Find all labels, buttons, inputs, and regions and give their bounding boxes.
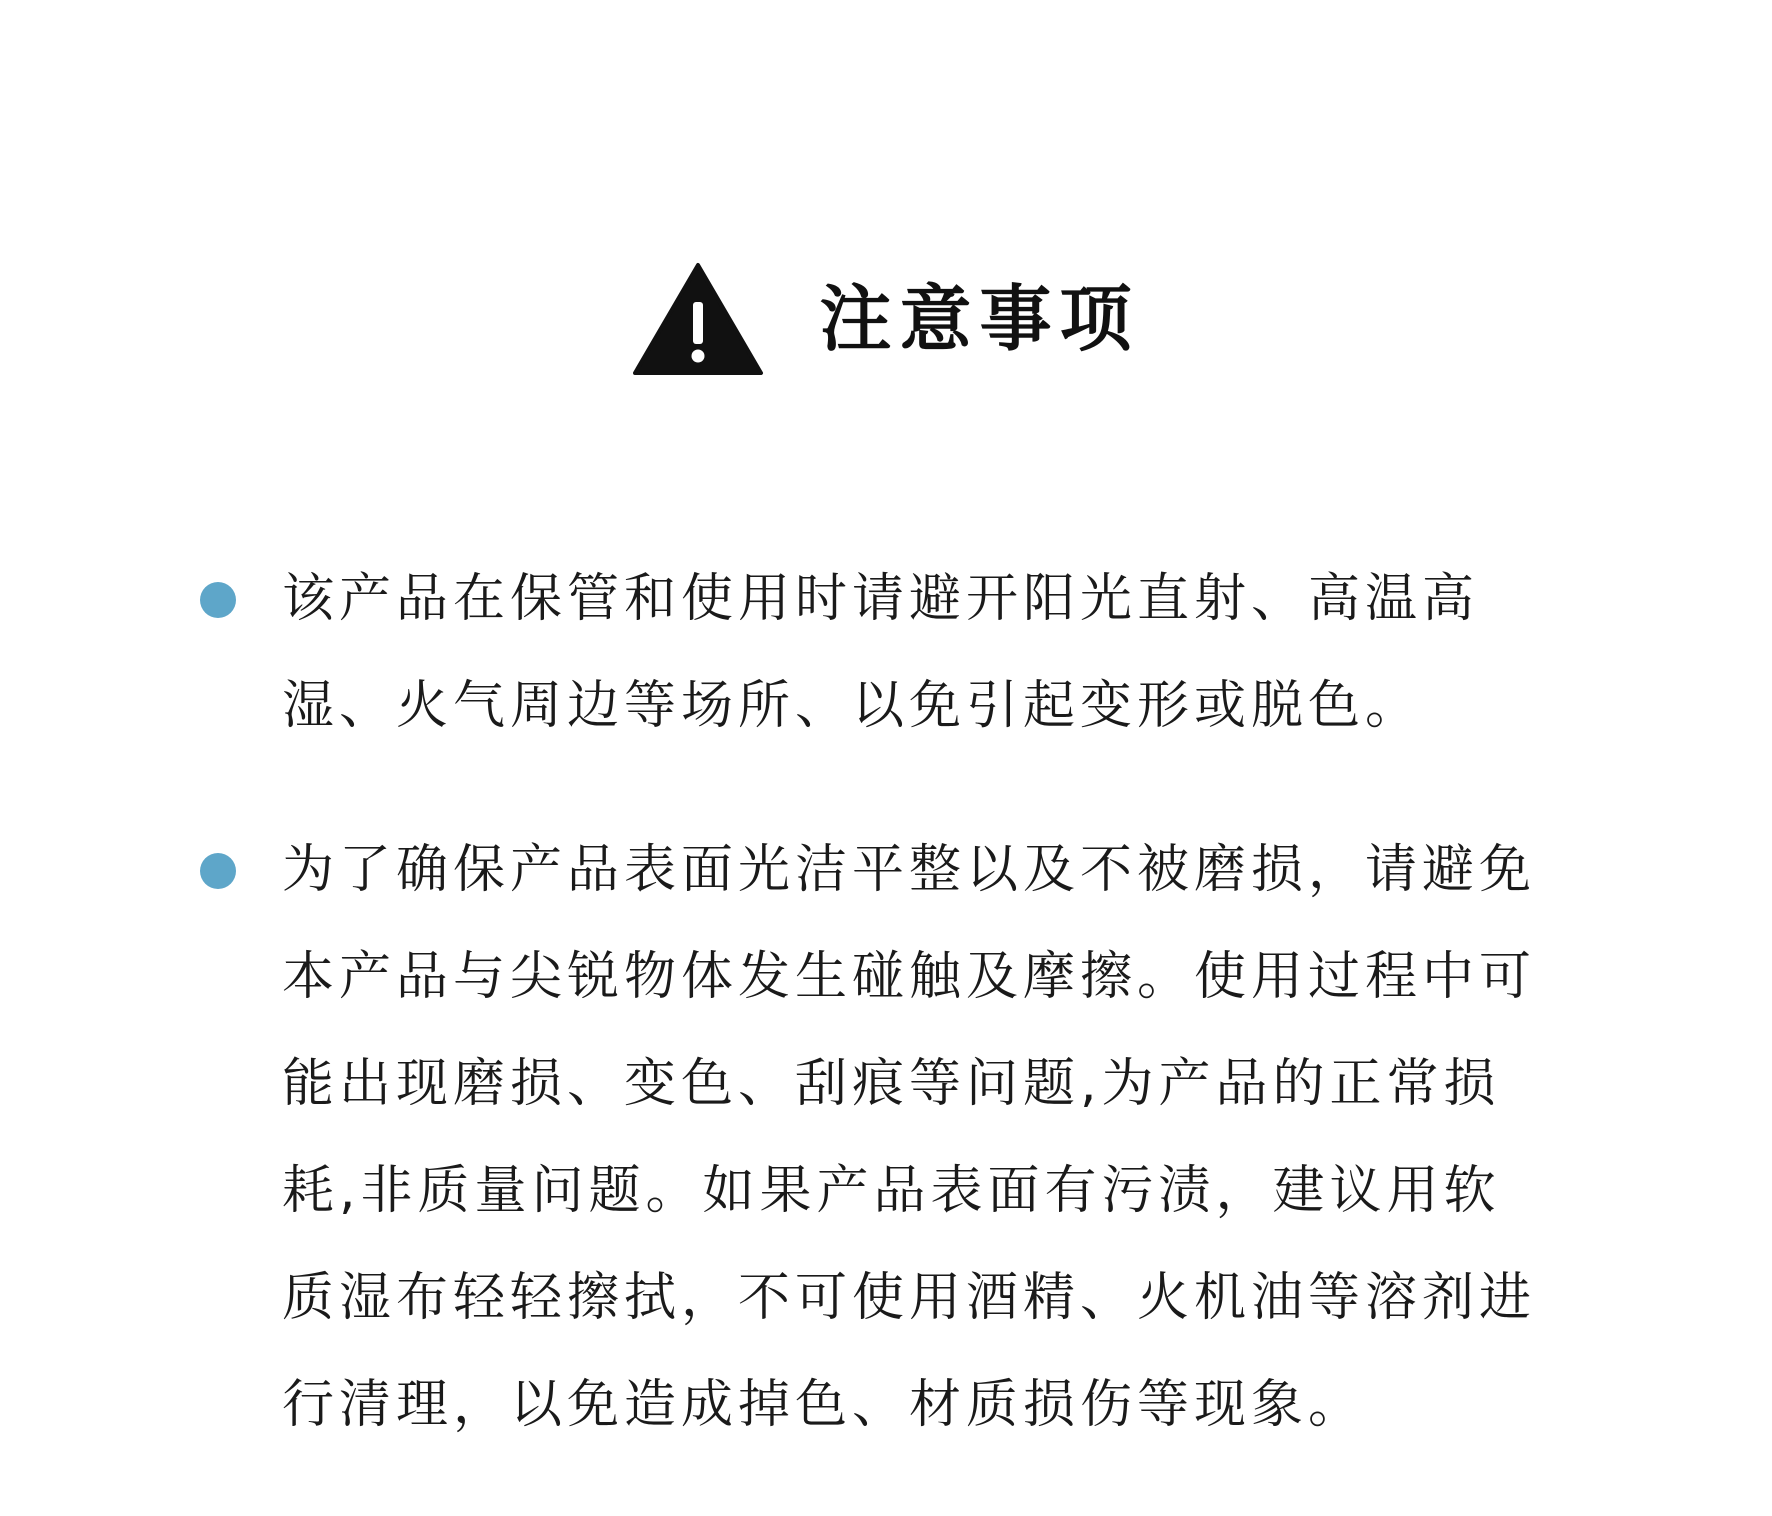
list-item xyxy=(200,546,1600,760)
warning-triangle-icon xyxy=(632,262,764,376)
bullet-dot xyxy=(200,582,236,618)
notes-list xyxy=(200,546,1600,1516)
note-text: 该产品在保管和使用时请避开阳光直射、高温高湿、火气周边等场所、以免引起变形或脱色。 xyxy=(282,569,1480,736)
notice-header xyxy=(0,262,1772,376)
page-title: 注意事项 xyxy=(819,277,1140,361)
list-item xyxy=(200,817,1600,1459)
bullet-dot xyxy=(200,853,236,889)
note-text: 为了确保产品表面光洁平整以及不被磨损，请避免本产品与尖锐物体发生碰触及摩擦。使用过程中可能出现磨损、变色、刮痕等问题,为产品的正常损耗,非质量问题。如果产品表面有污渍，建议用软质湿布轻轻擦拭，不可使用酒精、火机油等溶剂进行清理，以免造成掉色、材质损伤等现象。 xyxy=(282,840,1537,1435)
